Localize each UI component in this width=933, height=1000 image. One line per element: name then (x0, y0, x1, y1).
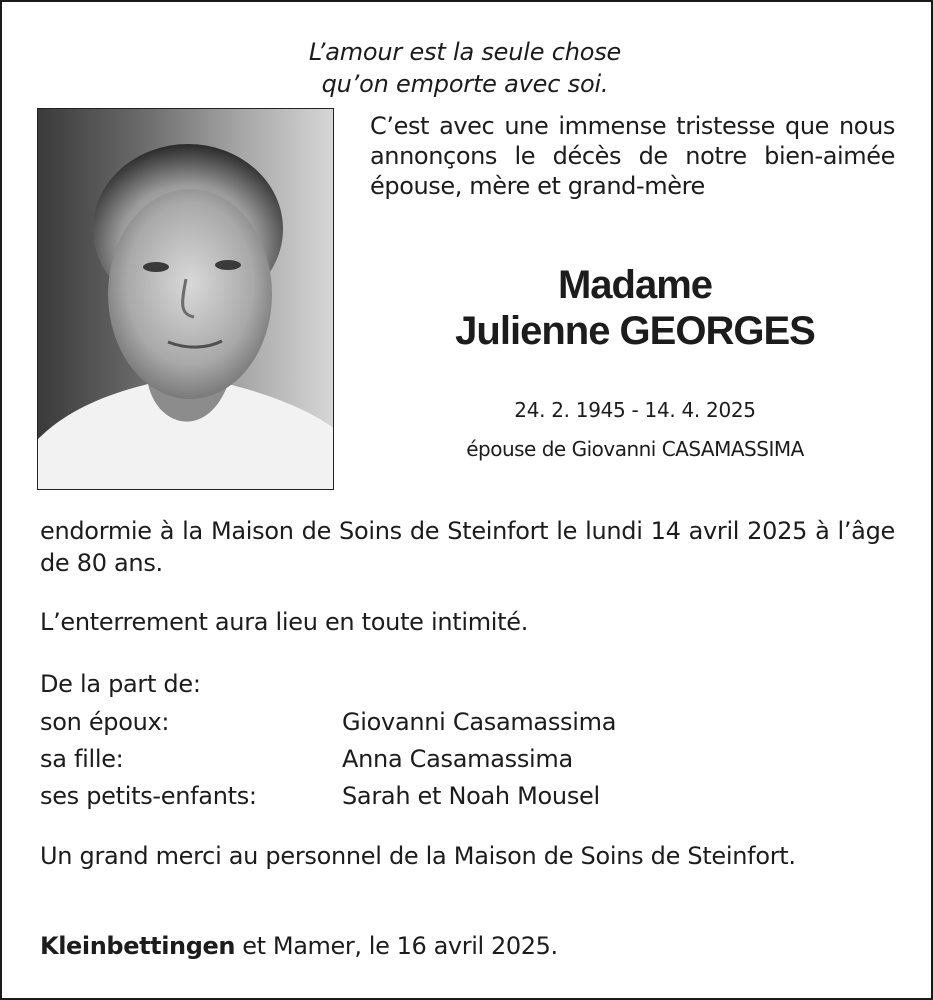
from-label: De la part de: (40, 670, 201, 698)
intro-paragraph: C’est avec une immense tristesse que nous annonçons le décès de notre bien-aimée épouse, mère et grand-mère (370, 112, 895, 200)
portrait-image (38, 109, 334, 490)
relative-name: Giovanni Casamassima (342, 708, 617, 736)
quote-line-2: qu’on emporte avec soi. (321, 70, 609, 98)
signature-place: Kleinbettingen (40, 932, 236, 960)
signature-rest: et Mamer, le 16 avril 2025. (235, 932, 558, 960)
relative-relation: son époux: (40, 708, 170, 736)
quote-line-1: L’amour est la seule chose (308, 38, 622, 66)
relative-relation: sa fille: (40, 745, 124, 773)
passing-paragraph: endormie à la Maison de Soins de Steinfort le lundi 14 avril 2025 à l’âge de 80 ans. (40, 517, 895, 577)
deceased-title: Madame (557, 263, 713, 307)
thanks-paragraph: Un grand merci au personnel de la Maison de Soins de Steinfort. (40, 842, 796, 870)
relative-name: Anna Casamassima (342, 745, 573, 773)
portrait-photo (37, 108, 334, 490)
relative-relation: ses petits-enfants: (40, 782, 257, 810)
life-dates: 24. 2. 1945 - 14. 4. 2025 (514, 398, 756, 422)
relative-row (40, 743, 895, 775)
relative-row (40, 706, 895, 738)
epigraph-quote (200, 36, 730, 100)
signature-line (40, 930, 558, 962)
deceased-name: Julienne GEORGES (455, 309, 815, 353)
spouse-line: épouse de Giovanni CASAMASSIMA (466, 437, 804, 461)
deceased-name-block (390, 262, 880, 354)
relative-row (40, 780, 895, 812)
relative-name: Sarah et Noah Mousel (342, 782, 600, 810)
funeral-paragraph: L’enterrement aura lieu en toute intimité. (40, 608, 529, 636)
